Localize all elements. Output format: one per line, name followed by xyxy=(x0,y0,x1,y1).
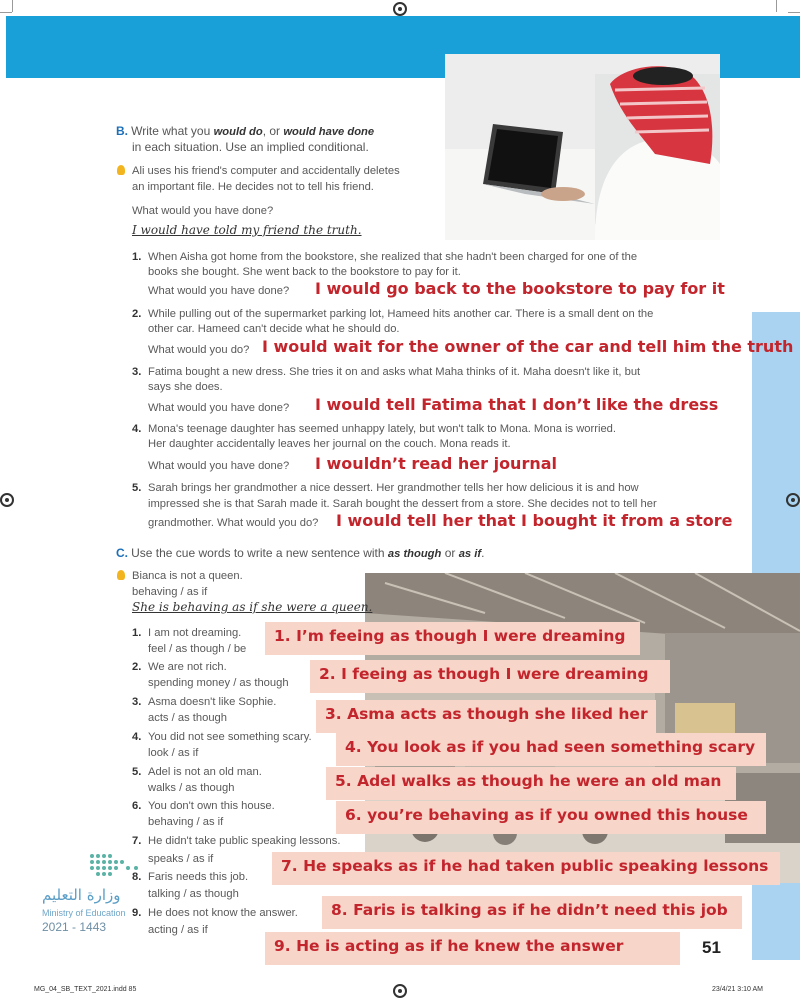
instruction-emphasis: would do xyxy=(213,126,263,138)
answer-text: I wouldn’t read her journal xyxy=(315,454,558,473)
section-b-letter: B. xyxy=(116,124,128,138)
answer-text: I would tell Fatima that I don’t like the dress xyxy=(315,395,719,414)
item-cue: speaks / as if xyxy=(148,853,214,865)
instruction-text: or xyxy=(441,546,459,560)
item-number: 3. xyxy=(132,366,142,378)
item-cue: talking / as though xyxy=(148,888,239,900)
ministry-logo-english: Ministry of Education xyxy=(42,908,126,918)
item-question: What would you have done? xyxy=(148,285,290,297)
section-b-instruction-line2: in each situation. Use an implied conditional. xyxy=(132,140,369,154)
item-number: 5. xyxy=(132,482,142,494)
instruction-text: Write what you xyxy=(131,124,214,138)
footer-timestamp: 23/4/21 3:10 AM xyxy=(712,986,763,993)
answer-text: I would go back to the bookstore to pay for it xyxy=(315,279,725,298)
item-text: says she does. xyxy=(148,381,223,393)
answer-box: 4. You look as if you had seen something scary xyxy=(336,733,766,766)
item-question: What would you have done? xyxy=(148,402,290,414)
answer-text: I would wait for the owner of the car and tell him the truth xyxy=(262,337,794,356)
section-b-instruction xyxy=(116,123,374,140)
item-text: other car. Hameed can't decide what he should do. xyxy=(148,323,400,335)
item-prompt: Faris needs this job. xyxy=(148,871,249,883)
item-text: Sarah brings her grandmother a nice dessert. Her grandmother tells her how delicious it is and how xyxy=(148,482,639,494)
item-text: Fatima bought a new dress. She tries it on and asks what Maha thinks of it. Maha doesn't like it, but xyxy=(148,366,641,378)
item-cue: walks / as though xyxy=(148,782,235,794)
answer-box: 6. you’re behaving as if you owned this house xyxy=(336,801,766,834)
instruction-text: . xyxy=(481,546,485,560)
item-prompt: Asma doesn't like Sophie. xyxy=(148,696,277,708)
answer-box: 3. Asma acts as though she liked her xyxy=(316,700,656,733)
item-prompt: You did not see something scary. xyxy=(148,731,312,743)
example-line1: Bianca is not a queen. xyxy=(132,570,243,582)
item-text: impressed she is that Sarah made it. Sarah bought the dessert from a store. She decides not to tell her xyxy=(148,498,657,510)
item-text: While pulling out of the supermarket parking lot, Hameed hits another car. There is a small dent on the xyxy=(148,308,654,320)
lightbulb-icon xyxy=(117,165,125,175)
answer-box: 7. He speaks as if he had taken public speaking lessons xyxy=(272,852,780,885)
item-number: 8. xyxy=(132,871,142,883)
item-prompt: Adel is not an old man. xyxy=(148,766,262,778)
page-number: 51 xyxy=(702,938,721,957)
item-number: 7. xyxy=(132,835,142,847)
instruction-text: , or xyxy=(262,124,284,138)
section-c-instruction xyxy=(116,545,484,562)
answer-box: 1. I’m feeing as though I were dreaming xyxy=(265,622,640,655)
crop-mark xyxy=(776,0,777,12)
item-cue: look / as if xyxy=(148,747,199,759)
registration-mark-top xyxy=(393,2,407,16)
item-text: books she bought. She went back to the bookstore to pay for it. xyxy=(148,266,461,278)
item-text: Mona's teenage daughter has seemed unhappy lately, but won't talk to Mona. Mona is worried. xyxy=(148,423,617,435)
item-number: 2. xyxy=(132,308,142,320)
answer-box: 9. He is acting as if he knew the answer xyxy=(265,932,680,965)
crop-mark xyxy=(788,12,800,13)
item-prompt: We are not rich. xyxy=(148,661,227,673)
item-prompt: I am not dreaming. xyxy=(148,627,242,639)
crop-mark xyxy=(0,12,12,13)
item-text: Her daughter accidentally leaves her journal on the couch. Mona reads it. xyxy=(148,438,511,450)
item-number: 4. xyxy=(132,423,142,435)
item-prompt: He didn't take public speaking lessons. xyxy=(148,835,341,847)
item-question: grandmother. What would you do? xyxy=(148,517,319,529)
item-cue: feel / as though / be xyxy=(148,643,247,655)
registration-mark-left xyxy=(0,493,14,507)
example-answer: She is behaving as if she were a queen. xyxy=(132,600,373,614)
crop-mark xyxy=(12,0,13,12)
ministry-logo-dots-icon xyxy=(88,852,148,876)
item-number: 1. xyxy=(132,251,142,263)
answer-box: 2. I feeing as though I were dreaming xyxy=(310,660,670,693)
item-number: 2. xyxy=(132,661,142,673)
instruction-emphasis: would have done xyxy=(283,126,375,138)
item-question: What would you have done? xyxy=(148,460,290,472)
ministry-logo-years: 2021 - 1443 xyxy=(42,920,107,934)
ministry-logo-arabic: وزارة التعليم xyxy=(42,886,121,904)
item-number: 1. xyxy=(132,627,142,639)
registration-mark-right xyxy=(786,493,800,507)
answer-box: 8. Faris is talking as if he didn’t need this job xyxy=(322,896,742,929)
example-line1: Ali uses his friend's computer and accidentally deletes xyxy=(132,165,400,177)
section-c-letter: C. xyxy=(116,546,128,560)
item-cue: behaving / as if xyxy=(148,816,224,828)
example-answer: I would have told my friend the truth. xyxy=(132,223,362,237)
item-number: 9. xyxy=(132,907,142,919)
item-cue: acts / as though xyxy=(148,712,227,724)
answer-text: I would tell her that I bought it from a store xyxy=(336,511,733,530)
instruction-text: Use the cue words to write a new sentence with xyxy=(131,546,388,560)
instruction-emphasis: as though xyxy=(387,548,442,560)
instruction-emphasis: as if xyxy=(458,548,482,560)
item-question: What would you do? xyxy=(148,344,250,356)
footer-filename: MG_04_SB_TEXT_2021.indd 85 xyxy=(34,986,137,993)
item-number: 3. xyxy=(132,696,142,708)
registration-mark-bottom xyxy=(393,984,407,998)
item-number: 4. xyxy=(132,731,142,743)
example-line2: an important file. He decides not to tell his friend. xyxy=(132,181,374,193)
photo-man-with-laptop xyxy=(445,54,720,240)
item-number: 6. xyxy=(132,800,142,812)
item-text: When Aisha got home from the bookstore, she realized that she hadn't been charged for one of the xyxy=(148,251,638,263)
item-cue: acting / as if xyxy=(148,924,208,936)
answer-box: 5. Adel walks as though he were an old man xyxy=(326,767,736,800)
item-cue: spending money / as though xyxy=(148,677,289,689)
item-prompt: He does not know the answer. xyxy=(148,907,298,919)
example-cue: behaving / as if xyxy=(132,586,208,598)
example-question: What would you have done? xyxy=(132,205,274,217)
item-number: 5. xyxy=(132,766,142,778)
man-laptop-illustration xyxy=(445,54,720,240)
item-prompt: You don't own this house. xyxy=(148,800,275,812)
lightbulb-icon xyxy=(117,570,125,580)
